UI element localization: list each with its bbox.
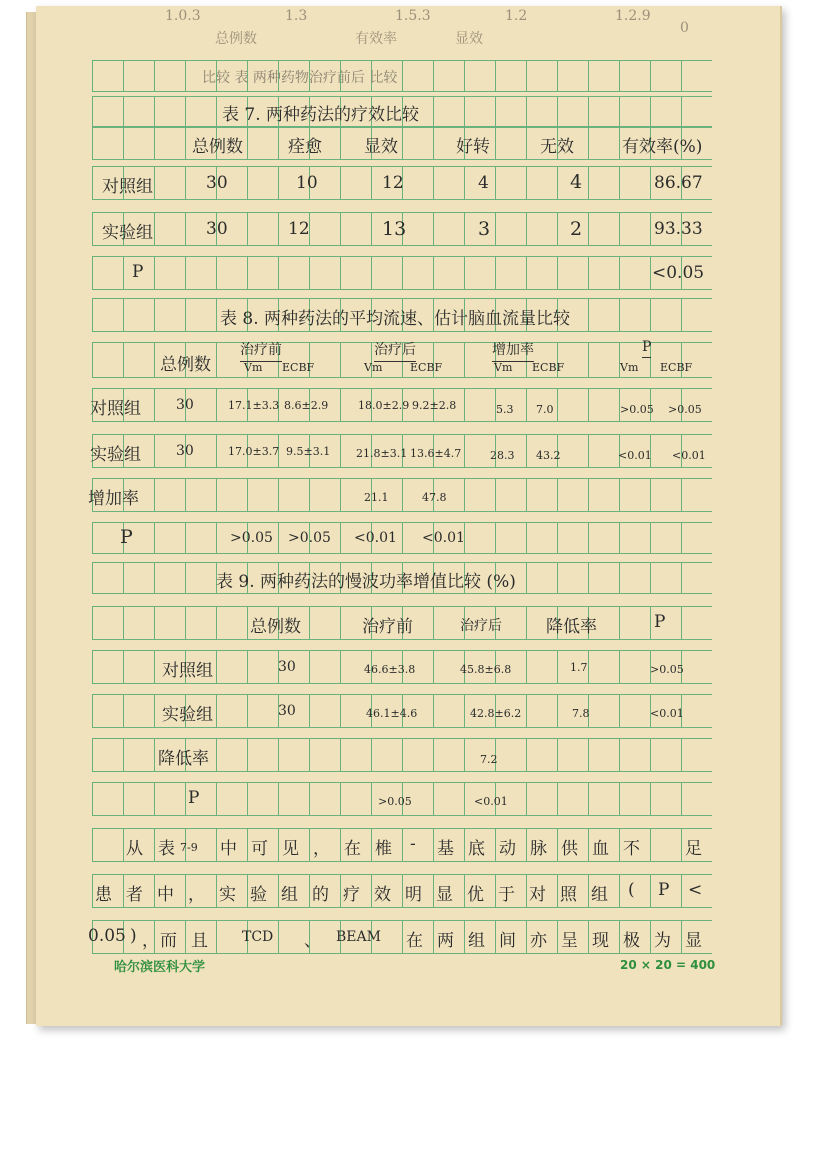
table-cell: 28.3 (490, 449, 515, 462)
table9-header: P (654, 612, 666, 632)
p-value: >0.05 (230, 530, 273, 546)
char: TCD (242, 929, 274, 945)
table8-header: 治疗前 (240, 339, 282, 362)
table-cell: 30 (278, 703, 296, 719)
char: 血 (592, 839, 609, 859)
char: 从 (126, 839, 143, 859)
char: ) (130, 926, 137, 946)
char: 可 (251, 839, 268, 859)
table7-title: 表 7. 两种药法的疗效比较 (222, 105, 420, 125)
paragraph-line-1 (92, 828, 712, 862)
bleed-text: 1.0.3 (165, 8, 201, 24)
table7-header: 有效率(%) (622, 137, 703, 157)
p-value: <0.01 (474, 795, 508, 808)
char: 表 (158, 839, 175, 859)
table8-increase-row (88, 478, 712, 512)
char: 且 (191, 931, 208, 951)
subheader-vm: Vm (364, 361, 383, 374)
bleed-text: 有效率 (355, 31, 397, 47)
group-label: 对照组 (162, 661, 213, 681)
table-cell: 30 (206, 219, 228, 239)
paragraph-line-3 (88, 920, 712, 954)
grid-spec-footer: 20 × 20 = 400 (620, 958, 716, 972)
char: 极 (623, 931, 640, 951)
table7-header: 好转 (456, 137, 490, 157)
char: 组 (591, 885, 608, 905)
table-cell: >0.05 (668, 403, 702, 416)
char: 明 (405, 885, 422, 905)
table-cell: 46.1±4.6 (366, 707, 418, 720)
bleed-text: 显效 (455, 31, 483, 47)
p-value: >0.05 (378, 795, 412, 808)
char: 显 (685, 931, 702, 951)
char: < (688, 880, 703, 900)
table-cell: 46.6±3.8 (364, 663, 416, 676)
table-row (92, 212, 712, 246)
table-cell: >0.05 (620, 403, 654, 416)
subheader-vm: Vm (620, 361, 639, 374)
table-cell: 30 (176, 443, 194, 459)
table-cell: 17.1±3.3 (228, 399, 280, 412)
char: 两 (437, 931, 454, 951)
table-cell: 4 (570, 171, 583, 193)
table-cell: 43.2 (536, 449, 561, 462)
table9-header: 总例数 (250, 617, 301, 637)
table-cell: 21.1 (364, 491, 389, 504)
char: ， (313, 839, 330, 859)
table7-header: 无效 (540, 137, 574, 157)
table8-header: P (642, 339, 651, 358)
table-cell: 93.33 (654, 219, 703, 239)
group-label: 实验组 (102, 223, 153, 243)
grid-row (92, 60, 712, 92)
row-label: 降低率 (158, 749, 209, 769)
char: 间 (499, 931, 516, 951)
subheader-vm: Vm (494, 361, 513, 374)
table-cell: <0.01 (672, 449, 706, 462)
group-label: 对照组 (102, 177, 153, 197)
char: 供 (561, 839, 578, 859)
table8-p-row (92, 522, 712, 554)
char: 见 (282, 839, 299, 859)
table-cell: 12 (288, 219, 310, 239)
table-cell: 9.5±3.1 (286, 445, 331, 458)
char: 在 (344, 839, 361, 859)
table8-title: 表 8. 两种药法的平均流速、估计脑血流量比较 (220, 309, 571, 329)
group-label: 实验组 (162, 705, 213, 725)
table-cell: 30 (278, 659, 296, 675)
table-row (92, 650, 712, 684)
table7-header-row (92, 126, 712, 160)
char: 呈 (561, 931, 578, 951)
char: 实 (219, 885, 236, 905)
char: ， (188, 885, 205, 905)
bleed-text: 0 (680, 20, 689, 36)
char: 效 (374, 885, 391, 905)
char: 不 (623, 839, 640, 859)
bleed-text: 1.3 (285, 8, 308, 24)
p-value: <0.01 (422, 530, 465, 546)
char: ( (628, 880, 635, 900)
table-cell: 13.6±4.7 (410, 447, 462, 460)
subheader-ecbf: ECBF (410, 361, 443, 374)
char: 亦 (530, 931, 547, 951)
char: BEAM (336, 929, 381, 945)
char: 足 (685, 839, 702, 859)
table9-header-row (92, 606, 712, 640)
table-cell: 7.2 (480, 753, 498, 766)
table-row (92, 166, 712, 200)
subheader-ecbf: ECBF (532, 361, 565, 374)
char: - (410, 834, 416, 854)
table9-decrease-row (92, 738, 712, 772)
row-label: 增加率 (88, 489, 139, 509)
char: 的 (312, 885, 329, 905)
char: 、 (304, 931, 321, 951)
table-cell: 18.0±2.9 (358, 399, 410, 412)
char: 底 (468, 839, 485, 859)
university-footer: 哈尔滨医科大学 (114, 960, 206, 975)
bleed-text: 1.2 (505, 8, 528, 24)
char: P (658, 880, 670, 900)
char: 疗 (343, 885, 360, 905)
char: 脉 (530, 839, 547, 859)
table7-header: 总例数 (192, 137, 243, 157)
char: 椎 (375, 839, 392, 859)
table-cell: 8.6±2.9 (284, 399, 329, 412)
bleed-text: 总例数 (215, 31, 257, 47)
table-cell: 9.2±2.8 (412, 399, 457, 412)
table7-title-row (92, 96, 712, 128)
paragraph-line-2 (92, 874, 712, 908)
p-label: P (132, 262, 144, 282)
table8-title-row (92, 298, 712, 332)
group-label: 实验组 (90, 445, 141, 465)
faint-heading: 比较 表 两种药物治疗前后 比较 (202, 70, 398, 86)
char: 动 (499, 839, 516, 859)
char: 于 (498, 885, 515, 905)
table7-header: 显效 (364, 137, 398, 157)
table8-header: 增加率 (492, 339, 534, 362)
table-cell: 13 (382, 218, 407, 240)
char: 为 (654, 931, 671, 951)
table-cell: 2 (570, 218, 583, 240)
table-cell: 1.7 (570, 661, 588, 674)
table-cell: 5.3 (496, 403, 514, 416)
group-label: 对照组 (90, 399, 141, 419)
table9-header: 治疗前 (362, 617, 413, 637)
char: 显 (436, 885, 453, 905)
bleed-text: 1.2.9 (615, 8, 651, 24)
table-cell: 47.8 (422, 491, 447, 504)
p-label: P (188, 788, 200, 808)
table-cell: >0.05 (650, 663, 684, 676)
table-cell: 21.8±3.1 (356, 447, 408, 460)
table-cell: <0.01 (650, 707, 684, 720)
table8-header-row (92, 339, 712, 378)
table9-header: 治疗后 (460, 618, 502, 634)
p-label: P (120, 526, 133, 548)
table-row (92, 694, 712, 728)
table-cell: 12 (382, 173, 404, 193)
table8-header: 总例数 (160, 355, 211, 375)
p-value: <0.05 (652, 263, 705, 283)
subheader-vm: Vm (244, 361, 263, 374)
subheader-ecbf: ECBF (660, 361, 693, 374)
table-cell: 4 (478, 173, 489, 193)
table9-p-row (92, 782, 712, 816)
char: 7-9 (180, 841, 198, 854)
char: 在 (406, 931, 423, 951)
table-cell: 7.8 (572, 707, 590, 720)
p-value: <0.01 (354, 530, 397, 546)
char: 基 (437, 839, 454, 859)
char: 患 (95, 885, 112, 905)
table-row (92, 434, 712, 468)
table-cell: 45.8±6.8 (460, 663, 512, 676)
char: 优 (467, 885, 484, 905)
table-cell: 30 (206, 173, 228, 193)
char: 验 (250, 885, 267, 905)
ruled-grid (88, 60, 712, 952)
table-cell: 86.67 (654, 173, 703, 193)
table9-title: 表 9. 两种药法的慢波功率增值比较 (%) (216, 572, 516, 592)
table-cell: 42.8±6.2 (470, 707, 522, 720)
p-value: >0.05 (288, 530, 331, 546)
char: ， (142, 931, 159, 951)
table-cell: 10 (296, 173, 318, 193)
previous-page-bleed (95, 6, 710, 56)
table-cell: 30 (176, 397, 194, 413)
table-cell: 7.0 (536, 403, 554, 416)
char: 对 (529, 885, 546, 905)
table7-p-row (92, 256, 712, 290)
table-cell: 17.0±3.7 (228, 445, 280, 458)
char: 组 (468, 931, 485, 951)
char: 而 (160, 931, 177, 951)
table-cell: <0.01 (618, 449, 652, 462)
table-row (92, 388, 712, 422)
char: 中 (157, 885, 174, 905)
char: 组 (281, 885, 298, 905)
char: 照 (560, 885, 577, 905)
table9-header: 降低率 (546, 617, 597, 637)
subheader-ecbf: ECBF (282, 361, 315, 374)
bleed-text: 1.5.3 (395, 8, 431, 24)
char: 者 (126, 885, 143, 905)
char: 中 (220, 839, 237, 859)
table7-header: 痊愈 (288, 137, 322, 157)
table8-header: 治疗后 (374, 339, 416, 362)
char: 现 (592, 931, 609, 951)
char: 0.05 (88, 926, 126, 946)
table-cell: 3 (478, 218, 491, 240)
table9-title-row (92, 562, 712, 594)
